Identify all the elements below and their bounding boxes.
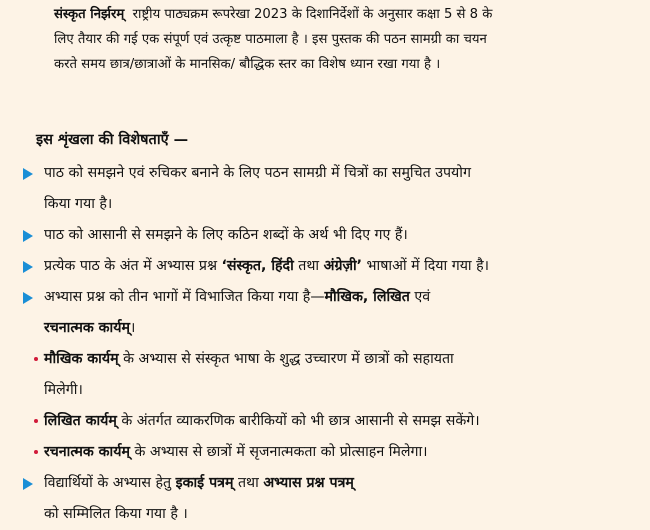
sub-item-1-line-2: मिलेगी। (44, 382, 83, 398)
feature-5-mid: तथा (233, 475, 264, 491)
feature-4-bold: मौखिक, लिखित (324, 289, 410, 305)
feature-4-line-2 (44, 313, 135, 344)
feature-5-bold-2: अभ्यास प्रश्न पत्रम् (263, 475, 354, 491)
intro-line-1 (54, 2, 634, 27)
feature-3-mid: तथा (293, 258, 324, 274)
feature-4-post: एवं (409, 289, 431, 305)
feature-5-line-1 (44, 468, 354, 499)
sub-item-2-text (44, 406, 480, 437)
sub-item-2-bold: लिखित कार्यम् (44, 413, 117, 429)
intro-line-1-text: राष्ट्रीय पाठ्यक्रम रूपरेखा 2023 के दिशानिर्देशों के अनुसार कक्षा 5 से 8 के (132, 7, 493, 22)
feature-3-bold-1: ‘संस्कृत, हिंदी (221, 258, 294, 274)
feature-4-line-2-bold: रचनात्मक कार्यम् (44, 320, 130, 336)
feature-1-line-1: पाठ को समझने एवं रुचिकर बनाने के लिए पठन सामग्री में चित्रों का समुचित उपयोग (44, 165, 471, 181)
sub-item-2-post: के अंतर्गत व्याकरणिक बारीकियों को भी छात्र आसानी से समझ सकेंगे। (116, 413, 480, 429)
feature-3-post: भाषाओं में दिया गया है। (362, 258, 490, 274)
arrow-bullet-icon (23, 261, 33, 273)
sub-item-1-line-1 (44, 344, 454, 375)
sub-item-3-bold: रचनात्मक कार्यम् (44, 444, 130, 460)
feature-3-pre: प्रत्येक पाठ के अंत में अभ्यास प्रश्न (44, 258, 222, 274)
dot-bullet-icon (34, 419, 38, 423)
dot-bullet-icon (34, 357, 38, 361)
sub-item-3-post: के अभ्यास से छात्रों में सृजनात्मकता को प्रोत्साहन मिलेगा। (129, 444, 428, 460)
feature-5-bold-1: इकाई पत्रम् (175, 475, 234, 491)
feature-5-line-2: को सम्मिलित किया गया है । (44, 506, 188, 522)
intro-line-2: लिए तैयार की गई एक संपूर्ण एवं उत्कृष्ट पाठमाला है । इस पुस्तक की पठन सामग्री का चयन (54, 32, 487, 47)
arrow-bullet-icon (23, 292, 33, 304)
book-title: संस्कृत निर्झरम् (54, 7, 125, 22)
features-heading: इस शृंखला की विशेषताएँ — (36, 132, 189, 148)
intro-paragraph (54, 2, 634, 77)
feature-4-line-1 (44, 282, 430, 313)
sub-item-3-text (44, 437, 428, 468)
arrow-bullet-icon (23, 230, 33, 242)
feature-2-text: पाठ को आसानी से समझने के लिए कठिन शब्दों के अर्थ भी दिए गए हैं। (44, 227, 408, 243)
feature-3-bold-2: अंग्रेज़ी’ (323, 258, 363, 274)
feature-4-line-2-post: । (129, 320, 136, 336)
arrow-bullet-icon (23, 168, 33, 180)
feature-1-line-2: किया गया है। (44, 196, 113, 212)
intro-line-3: करते समय छात्र/छात्राओं के मानसिक/ बौद्धिक स्तर का विशेष ध्यान रखा गया है । (54, 57, 441, 72)
sub-item-1-post: के अभ्यास से संस्कृत भाषा के शुद्ध उच्चारण में छात्रों को सहायता (118, 351, 454, 367)
feature-5-pre: विद्यार्थियों के अभ्यास हेतु (44, 475, 176, 491)
dot-bullet-icon (34, 450, 38, 454)
feature-4-pre: अभ्यास प्रश्न को तीन भागों में विभाजित किया गया है— (44, 289, 325, 305)
feature-3-text (44, 251, 489, 282)
arrow-bullet-icon (23, 478, 33, 490)
sub-item-1-bold: मौखिक कार्यम् (44, 351, 119, 367)
